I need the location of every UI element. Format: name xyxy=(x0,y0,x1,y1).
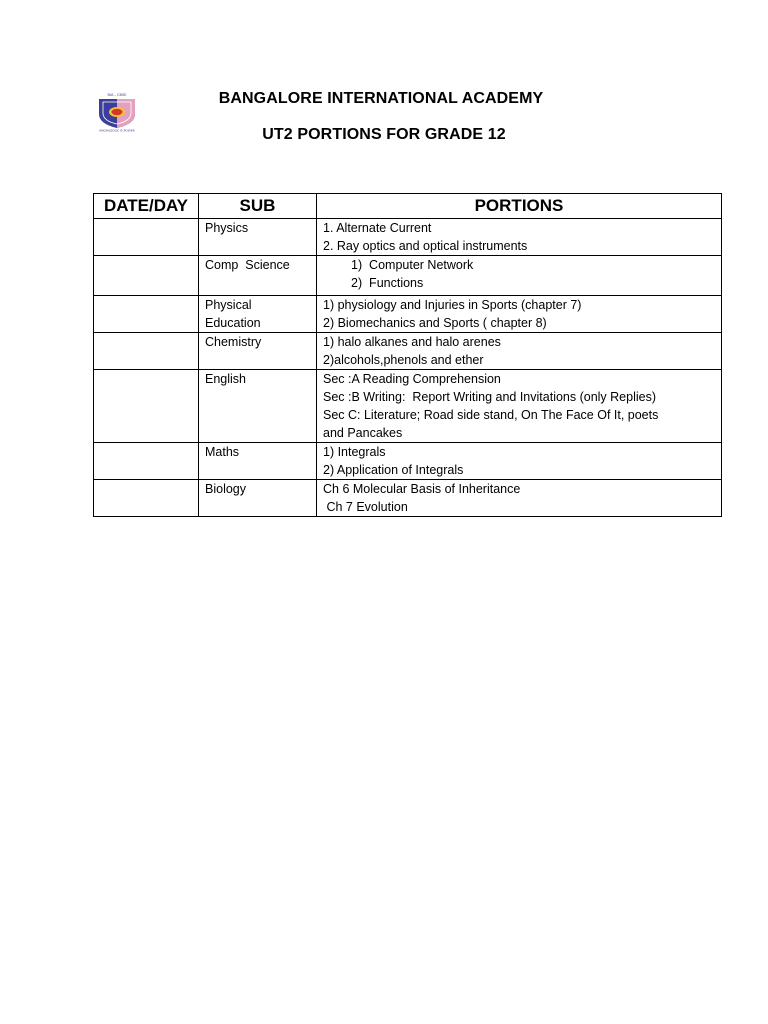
subject-name: Comp Science xyxy=(205,258,290,272)
portions-cell xyxy=(317,219,722,256)
logo-motto: KNOWLEDGE IS POWER xyxy=(99,128,135,132)
subject-cell xyxy=(199,443,317,480)
header-date-day: DATE/DAY xyxy=(94,194,199,219)
portion-line: 1) halo alkanes and halo arenes xyxy=(323,335,501,349)
document-title: UT2 PORTIONS FOR GRADE 12 xyxy=(262,126,506,143)
school-name: BANGALORE INTERNATIONAL ACADEMY xyxy=(218,90,544,107)
portion-line: Sec :A Reading Comprehension xyxy=(323,372,501,386)
date-cell xyxy=(94,443,199,480)
portion-line: 2) Biomechanics and Sports ( chapter 8) xyxy=(323,316,547,330)
portion-line: and Pancakes xyxy=(323,426,403,440)
subject-cell xyxy=(199,219,317,256)
portion-line: 2)alcohols,phenols and ether xyxy=(323,353,484,367)
subject-cell xyxy=(199,256,317,296)
date-cell xyxy=(94,370,199,443)
portion-line: 1) Computer Network xyxy=(351,258,474,272)
subject-name: Physics xyxy=(205,221,249,235)
header-sub: SUB xyxy=(199,194,317,219)
portions-cell xyxy=(317,443,722,480)
table-row xyxy=(94,333,722,370)
logo-top-text: BIA - CBSE xyxy=(107,93,127,97)
portions-cell xyxy=(317,480,722,517)
date-cell xyxy=(94,333,199,370)
header-portions: PORTIONS xyxy=(317,194,722,219)
portions-cell xyxy=(317,370,722,443)
portions-cell xyxy=(317,256,722,296)
portion-line: Sec C: Literature; Road side stand, On The Face Of It, poets xyxy=(323,408,659,422)
portion-line: 1. Alternate Current xyxy=(323,221,432,235)
subject-name: Biology xyxy=(205,482,246,496)
subject-name: Maths xyxy=(205,445,240,459)
date-cell xyxy=(94,219,199,256)
date-cell xyxy=(94,256,199,296)
portions-table xyxy=(93,193,722,517)
table-row xyxy=(94,219,722,256)
subject-name: English xyxy=(205,372,246,386)
portions-cell xyxy=(317,296,722,333)
date-cell xyxy=(94,296,199,333)
table-header-row xyxy=(94,194,722,219)
portion-line: Sec :B Writing: Report Writing and Invitations (only Replies) xyxy=(323,390,657,404)
portion-line: 2) Functions xyxy=(351,276,424,290)
subject-cell xyxy=(199,480,317,517)
subject-cell xyxy=(199,296,317,333)
subject-name: Chemistry xyxy=(205,335,262,349)
table-row xyxy=(94,370,722,443)
table-row xyxy=(94,296,722,333)
subject-name: Education xyxy=(205,316,261,330)
table-row xyxy=(94,480,722,517)
table-row xyxy=(94,256,722,296)
portion-line: 1) Integrals xyxy=(323,445,386,459)
subject-name: Physical xyxy=(205,298,252,312)
portion-line: 2) Application of Integrals xyxy=(323,463,464,477)
portion-line: 2. Ray optics and optical instruments xyxy=(323,239,528,253)
table-row xyxy=(94,443,722,480)
subject-cell xyxy=(199,370,317,443)
subject-cell xyxy=(199,333,317,370)
date-cell xyxy=(94,480,199,517)
portion-line: 1) physiology and Injuries in Sports (chapter 7) xyxy=(323,298,582,312)
portion-line: Ch 6 Molecular Basis of Inheritance xyxy=(323,482,521,496)
portions-cell xyxy=(317,333,722,370)
portion-line: Ch 7 Evolution xyxy=(323,500,408,514)
